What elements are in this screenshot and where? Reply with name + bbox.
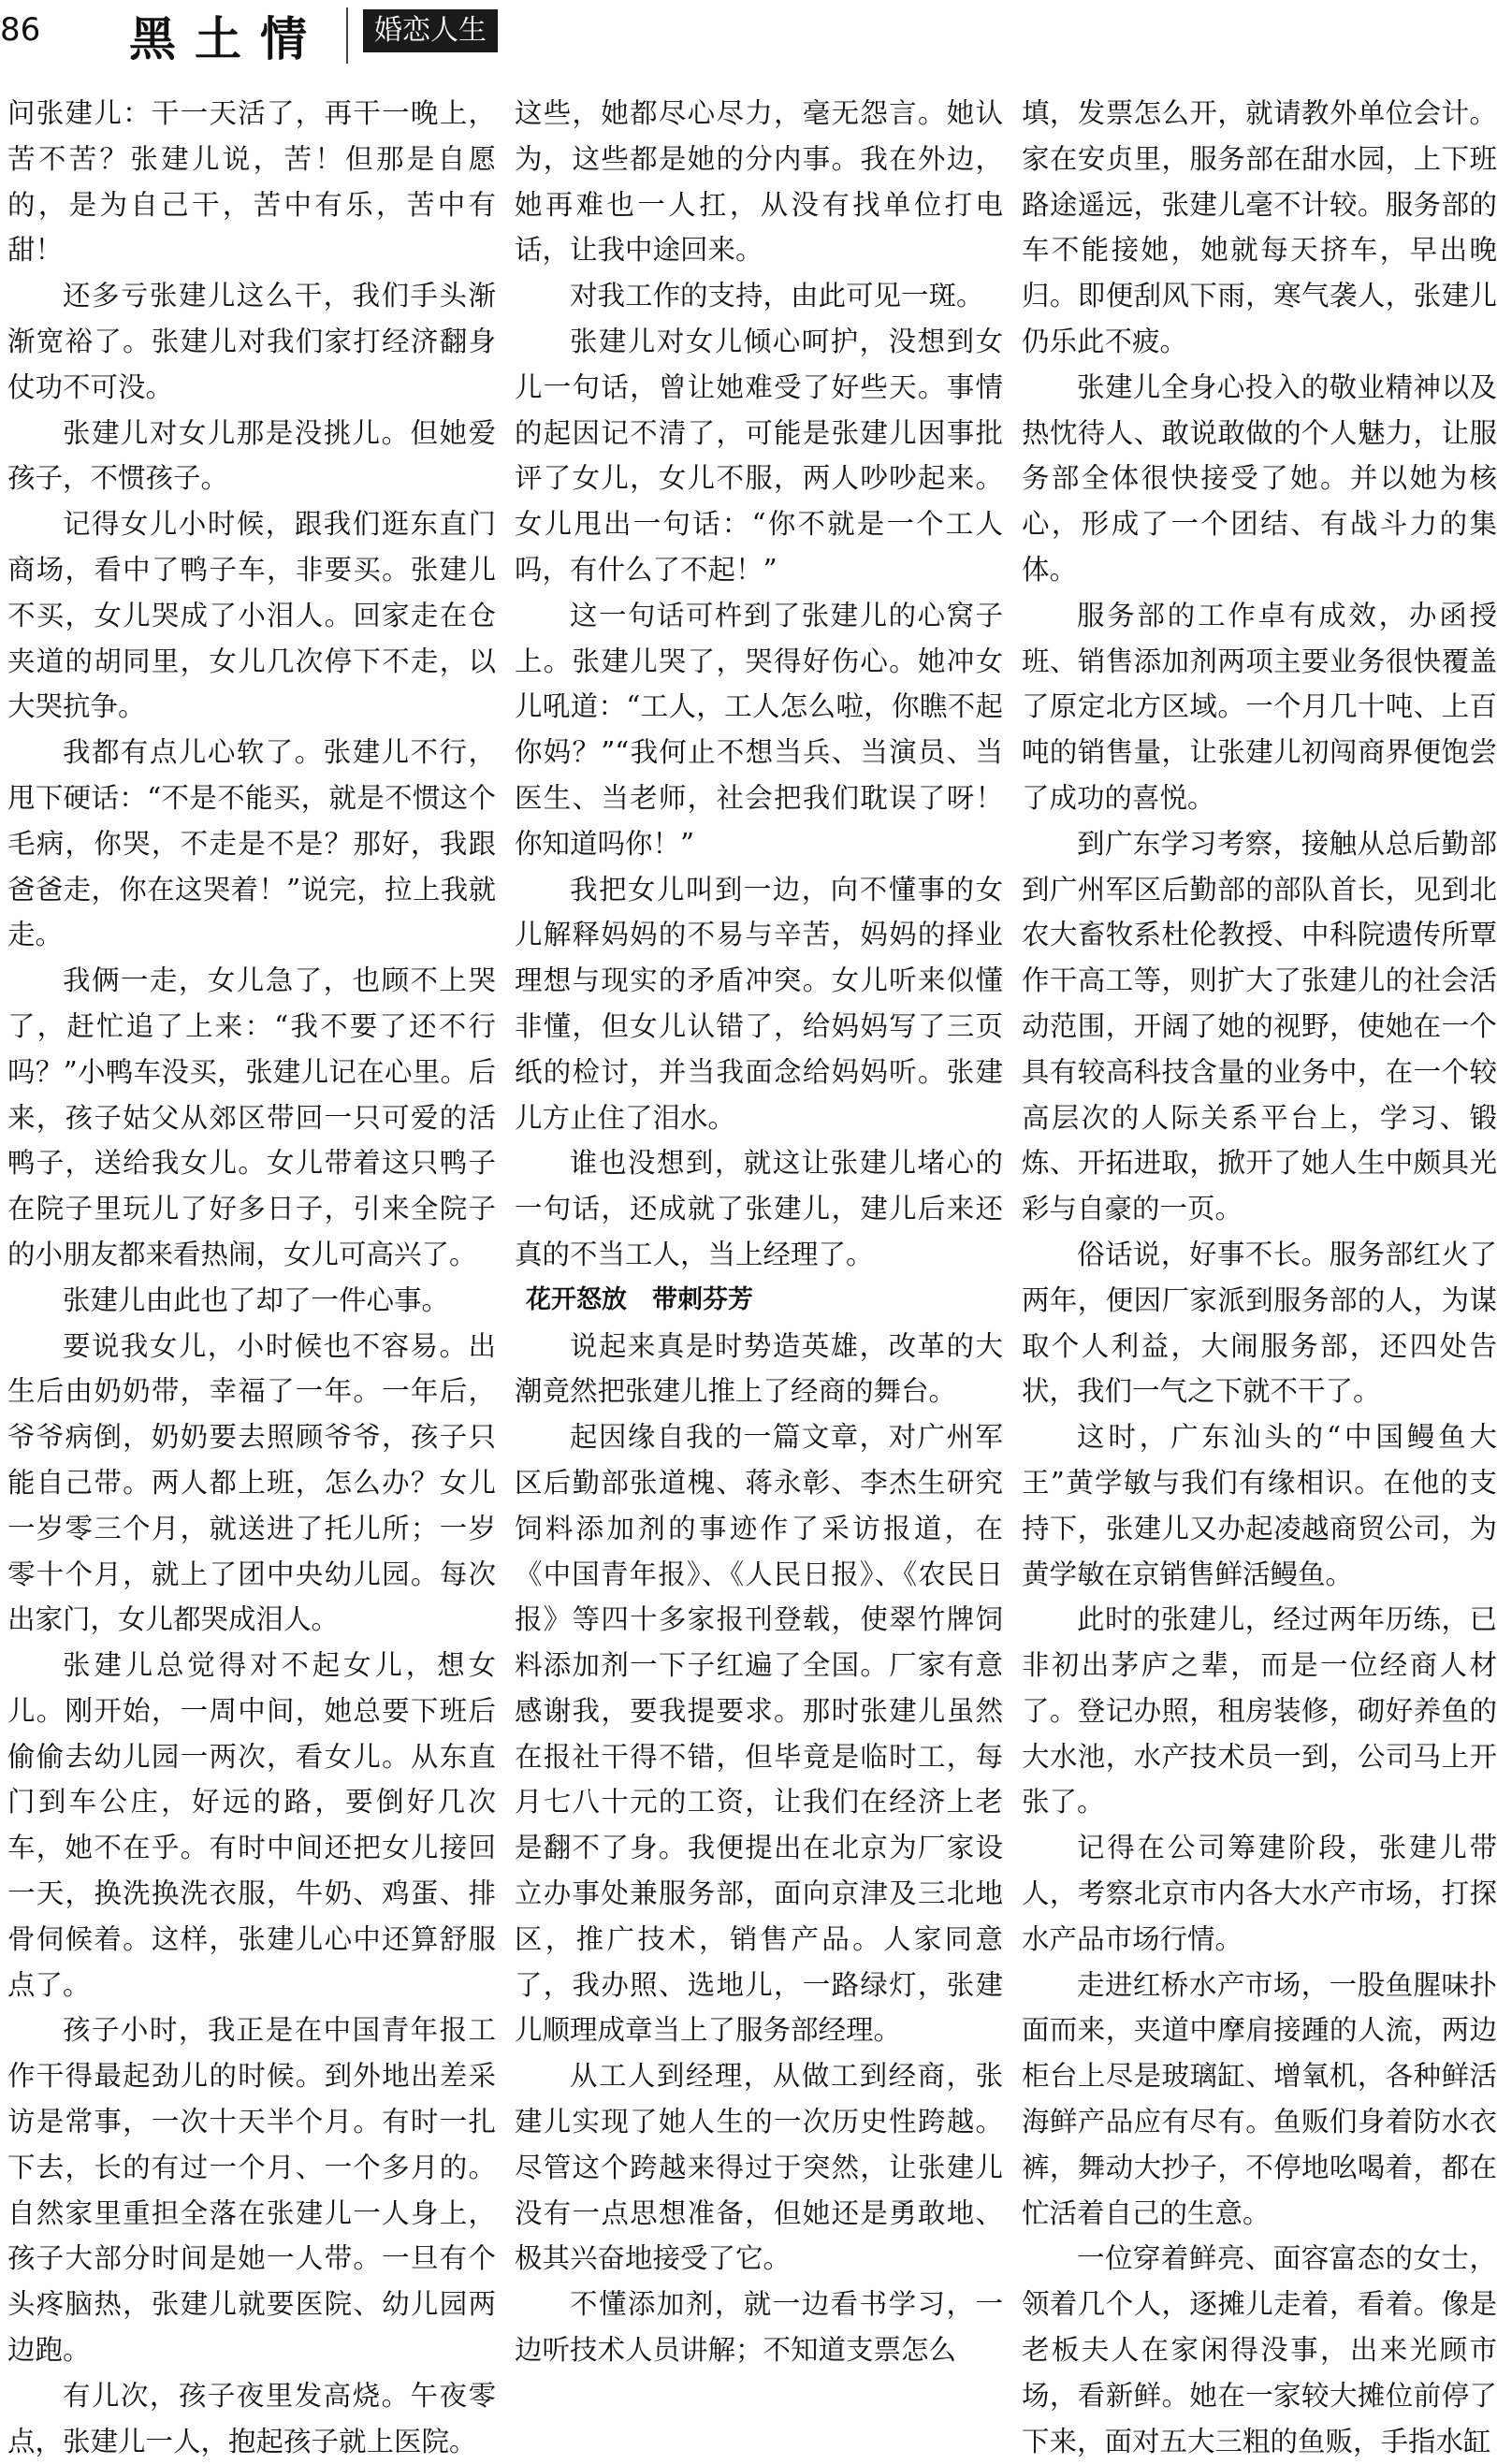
text-column-2 [515,91,1003,2367]
paragraph: 记得女儿小时候，跟我们逛东直门商场，看中了鸭子车，非要买。张建儿不买，女儿哭成了小泪人。回家走在仓夹道的胡同里，女儿几次停下不走，以大哭抗争。 [7,508,496,723]
paragraph: 说起来真是时势造英雄，改革的大潮竟然把张建儿推上了经商的舞台。 [515,1329,1003,1408]
paragraph: 张建儿对女儿倾心呵护，没想到女儿一句话，曾让她难受了好些天。事情的起因记不清了，可能是张建儿因事批评了女儿，女儿不服，两人吵吵起来。女儿甩出一句话：“你不就是一个工人吗，有什么了不起！” [515,325,1003,586]
paragraph: 我把女儿叫到一边，向不懂事的女儿解释妈妈的不易与辛苦，妈妈的择业理想与现实的矛盾冲突。女儿听来似懂非懂，但女儿认错了，给妈妈写了三页纸的检讨，并当我面念给妈妈听。张建儿方止住了泪水。 [515,873,1003,1134]
paragraph: 这一句话可杵到了张建儿的心窝子上。张建儿哭了，哭得好伤心。她冲女儿吼道：“工人，工人怎么啦，你瞧不起你妈？”“我何止不想当兵、当演员、当医生、当老师，社会把我们耽误了呀！你知道吗你！” [515,599,1003,860]
page-number: 86 [0,11,41,49]
paragraph: 这时，广东汕头的“中国鳗鱼大王”黄学敏与我们有缘相识。在他的支持下，张建儿又办起凌越商贸公司，为黄学敏在京销售鲜活鳗鱼。 [1022,1421,1497,1590]
paragraph: 孩子小时，我正是在中国青年报工作干得最起劲儿的时候。到外地出差采访是常事，一次十天半个月。有时一扎下去，长的有过一个月、一个多月的。自然家里重担全落在张建儿一人身上，孩子大部分时间是她一人带。一旦有个头疼脑热，张建儿就要医院、幼儿园两边跑。 [7,2014,496,2367]
text-column-1 [7,91,496,2457]
paragraph: 此时的张建儿，经过两年历练，已非初出茅庐之辈，而是一位经商人材了。登记办照，租房装修，砌好养鱼的大水池，水产技术员一到，公司马上开张了。 [1022,1603,1497,1819]
paragraph: 走进红桥水产市场，一股鱼腥味扑面而来，夹道中摩肩接踵的人流，两边柜台上尽是玻璃缸、增氧机，各种鲜活海鲜产品应有尽有。鱼贩们身着防水衣裤，舞动大抄子，不停地吆喝着，都在忙活着自己的生意。 [1022,1968,1497,2229]
paragraph: 填，发票怎么开，就请教外单位会计。家在安贞里，服务部在甜水园，上下班路途遥远，张建儿毫不计较。服务部的车不能接她，她就每天挤车，早出晚归。即便刮风下雨，寒气袭人，张建儿仍乐此不疲。 [1022,97,1497,357]
paragraph: 张建儿由此也了却了一件心事。 [63,1283,450,1316]
paragraph: 我都有点儿心软了。张建儿不行，甩下硬话：“不是不能买，就是不惯这个毛病，你哭，不走是不是？那好，我跟爸爸走，你在这哭着！”说完，拉上我就走。 [7,736,496,951]
paragraph: 要说我女儿，小时候也不容易。出生后由奶奶带，幸福了一年。一年后，爷爷病倒，奶奶要去照顾爷爷，孩子只能自己带。两人都上班，怎么办？女儿一岁零三个月，就送进了托儿所；一岁零十个月，就上了团中央幼儿园。每次出家门，女儿都哭成泪人。 [7,1329,496,1636]
paragraph: 记得在公司筹建阶段，张建儿带人，考察北京市内各大水产市场，打探水产品市场行情。 [1022,1832,1497,1955]
paragraph: 不懂添加剂，就一边看书学习，一边听技术人员讲解；不知道支票怎么 [515,2288,1003,2367]
paragraph: 到广东学习考察，接触从总后勤部到广州军区后勤部的部队首长，见到北农大畜牧系杜伦教授、中科院遗传所覃作干高工等，则扩大了张建儿的社会活动范围，开阔了她的视野，使她在一个具有较高科技含量的业务中，在一个较高层次的人际关系平台上，学习、锻炼、开拓进取，掀开了她人生中颇具光彩与自豪的一页。 [1022,827,1497,1225]
paragraph: 我俩一走，女儿急了，也顾不上哭了，赶忙追了上来：“我不要了还不行吗？”小鸭车没买，张建儿记在心里。后来，孩子姑父从郊区带回一只可爱的活鸭子，送给我女儿。女儿带着这只鸭子在院子里玩儿了好多日子，引来全院子的小朋友都来看热闹，女儿可高兴了。 [7,964,496,1270]
paragraph: 有儿次，孩子夜里发高烧。午夜零点，张建儿一人，抱起孩子就上医院。 [7,2379,496,2457]
paragraph: 谁也没想到，就这让张建儿堵心的一句话，还成就了张建儿，建儿后来还真的不当工人，当上经理了。 [515,1147,1003,1270]
paragraph: 还多亏张建儿这么干，我们手头渐渐宽裕了。张建儿对我们家打经济翻身仗功不可没。 [7,280,496,403]
text-column-3 [1022,91,1497,2457]
paragraph: 对我工作的支持，由此可见一斑。 [570,280,984,312]
paragraph: 从工人到经理，从做工到经商，张建儿实现了她人生的一次历史性跨越。尽管这个跨越来得过于突然，让张建儿没有一点思想准备，但她还是勇敢地、极其兴奋地接受了它。 [515,2060,1003,2275]
paragraph: 俗话说，好事不长。服务部红火了两年，便因厂家派到服务部的人，为谋取个人利益，大闹服务部，还四处告状，我们一气之下就不干了。 [1022,1238,1497,1408]
subheading: 花开怒放 带刺芬芳 [526,1284,753,1314]
page-header [0,0,1497,75]
paragraph: 张建儿总觉得对不起女儿，想女儿。刚开始，一周中间，她总要下班后偷偷去幼儿园一两次，看女儿。从东直门到车公庄，好远的路，要倒好几次车，她不在乎。有时中间还把女儿接回一天，换洗换洗衣服，牛奶、鸡蛋、排骨伺候着。这样，张建儿心中还算舒服点了。 [7,1649,496,2001]
paragraph: 服务部的工作卓有成效，办函授班、销售添加剂两项主要业务很快覆盖了原定北方区域。一个月几十吨、上百吨的销售量，让张建儿初闯商界便饱尝了成功的喜悦。 [1022,599,1497,814]
paragraph: 张建儿对女儿那是没挑儿。但她爱孩子，不惯孩子。 [7,416,496,495]
paragraph: 起因缘自我的一篇文章，对广州军区后勤部张道槐、蒋永彰、李杰生研究饲料添加剂的事迹作了采访报道，在《中国青年报》、《人民日报》、《农民日报》等四十多家报刊登载，使翠竹牌饲料添加剂一下子红遍了全国。厂家有意感谢我，要我提要求。那时张建儿虽然在报社干得不错，但毕竟是临时工，每月七八十元的工资，让我们在经济上老是翻不了身。我便提出在北京为厂家设立办事处兼服务部，面向京津及三北地区，推广技术，销售产品。人家同意了，我办照、选地儿，一路绿灯，张建儿顺理成章当上了服务部经理。 [515,1421,1003,2047]
header-divider [346,7,348,64]
paragraph: 这些，她都尽心尽力，毫无怨言。她认为，这些都是她的分内事。我在外边，她再难也一人扛，从没有找单位打电话，让我中途回来。 [515,97,1003,267]
paragraph: 张建儿全身心投入的敬业精神以及热忱待人、敢说敢做的个人魅力，让服务部全体很快接受了她。并以她为核心，形成了一个团结、有战斗力的集体。 [1022,370,1497,586]
paragraph: 问张建儿：干一天活了，再干一晚上，苦不苦？张建儿说，苦！但那是自愿的，是为自己干，苦中有乐，苦中有甜！ [7,97,496,267]
section-tag: 婚恋人生 [363,9,498,52]
masthead-logo: 黑土情 [129,11,326,66]
paragraph: 一位穿着鲜亮、面容富态的女士，领着几个人，逐摊儿走着，看着。像是老板夫人在家闲得没事，出来光顾市场，看新鲜。她在一家较大摊位前停了下来，面对五大三粗的鱼贩，手指水缸 [1022,2242,1497,2457]
